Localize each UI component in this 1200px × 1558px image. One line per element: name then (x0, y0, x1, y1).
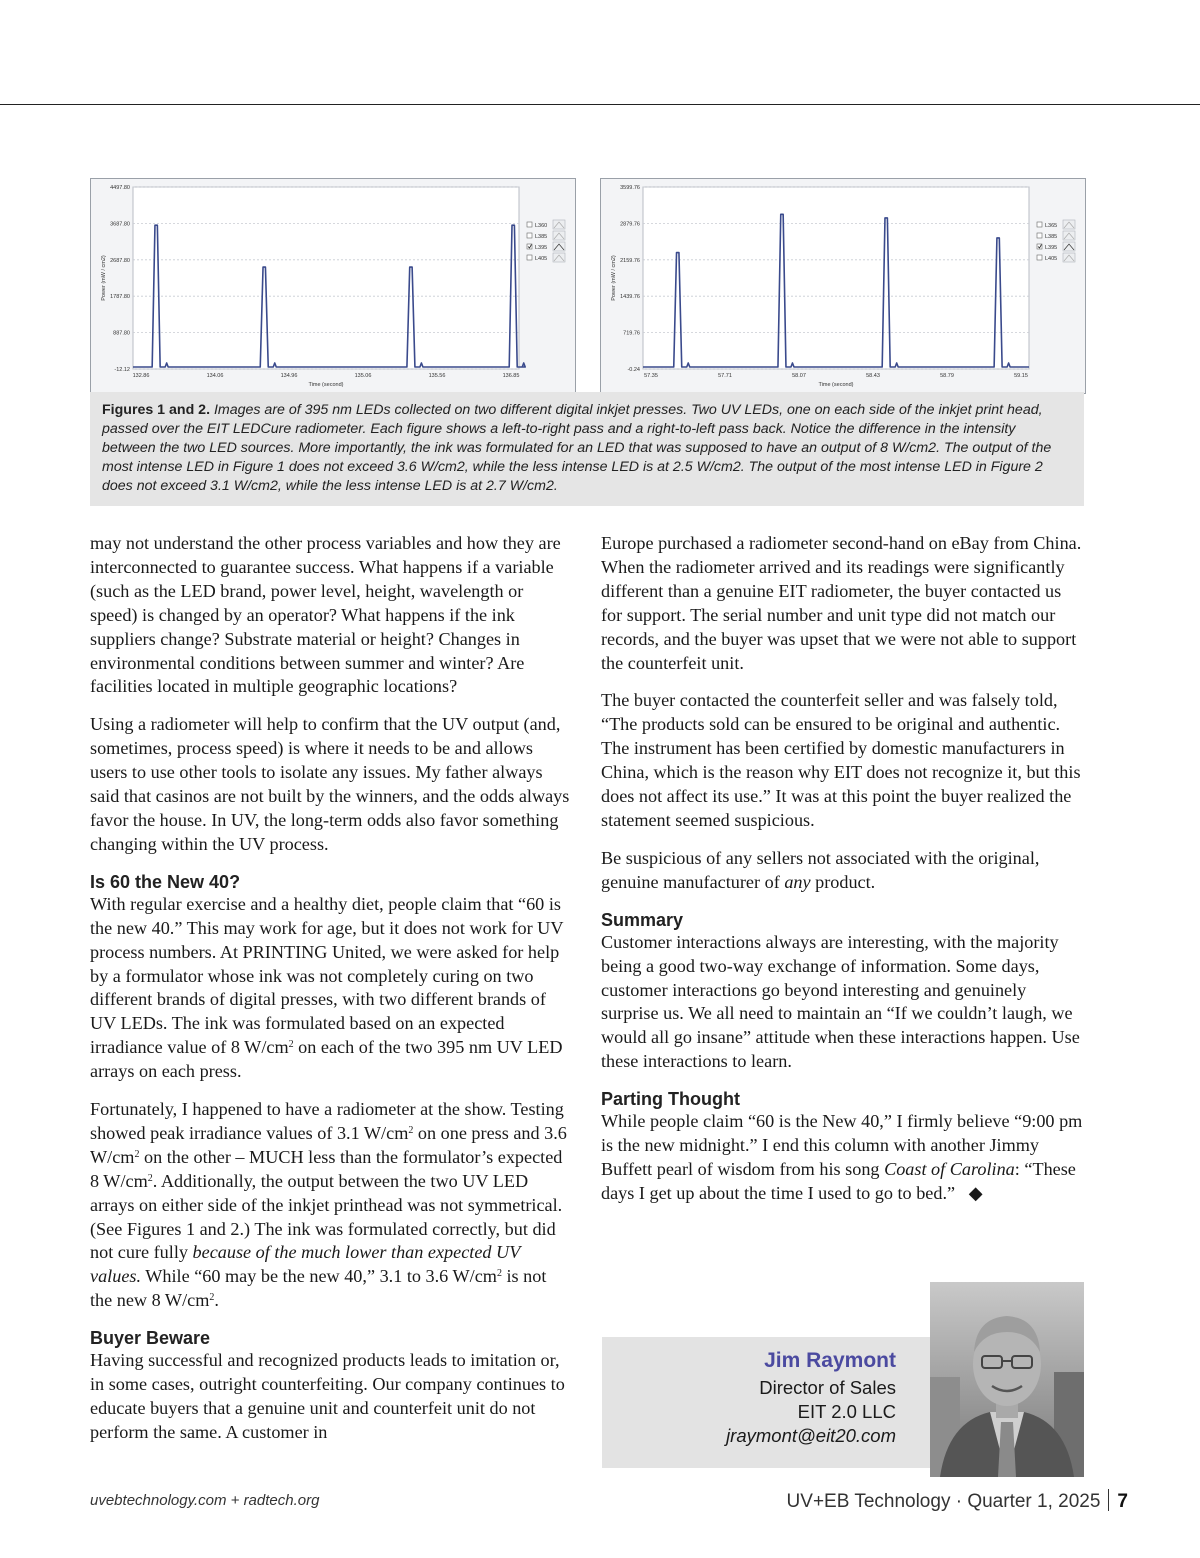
x-tick-label: 58.07 (792, 373, 806, 379)
legend-label: L395 (1045, 245, 1058, 251)
legend-label: L395 (535, 245, 548, 251)
x-tick-label: 57.71 (718, 373, 732, 379)
y-tick-label: 4497.80 (110, 185, 130, 191)
legend-label: L365 (1045, 223, 1058, 229)
left-column (90, 532, 572, 1459)
paragraph: may not understand the other process variables and how they are interconnected to guarantee success. What happens if a variable (such as the LED brand, power level, height, wavelength or speed) is changed by an operator? What happens if the ink suppliers change? Substrate material or height? Changes in environmental conditions between summer and winter? Are facilities located in multiple geographic locations? (90, 533, 561, 697)
end-diamond-icon: ◆ (968, 1182, 983, 1203)
paragraph: Customer interactions always are interesting, with the majority being a good two-way exchange of information. Some days, customer interactions go beyond interesting and genuinely surprise us. We all need to maintain an “If we couldn’t laugh, we would all go insane” attitude when these interactions happen. Use these interactions to learn. (601, 931, 1080, 1072)
section-heading: Buyer Beware (90, 1328, 211, 1349)
top-rule (0, 104, 1200, 105)
paragraph: Europe purchased a radiometer second-hand on eBay from China. When the radiometer arrived and its readings were significantly different than a genuine EIT radiometer, the buyer contacted us for support. The serial number and unit type did not match our records, and the buyer was upset that we were not able to support the counterfeit unit. (601, 533, 1082, 673)
y-tick-label: -0.24 (627, 367, 640, 373)
x-tick-label: 134.06 (206, 373, 224, 379)
legend-checkbox (1037, 255, 1042, 260)
legend-swatch (1063, 253, 1075, 262)
legend-label: L385 (1045, 234, 1058, 240)
y-tick-label: -12.12 (114, 367, 130, 373)
plot-area (133, 187, 519, 369)
caption-label: Figures 1 and 2. (102, 402, 211, 418)
section-heading: Parting Thought (601, 1089, 740, 1110)
author-email: jraymont@eit20.com (726, 1425, 896, 1446)
paragraph: Using a radiometer will help to confirm that the UV output (and, sometimes, process speed) is where it needs to be and allows users to use other tools to isolate any issues. My father always said that casinos are not built by the winners, and the odds always favor the house. In UV, the long-term odds also favor something changing within the UV process. (90, 714, 570, 854)
section-heading: Is 60 the New 40? (90, 871, 241, 892)
y-tick-label: 887.80 (113, 330, 130, 337)
y-tick-label: 1439.76 (620, 294, 640, 301)
legend-swatch (553, 242, 565, 251)
legend-swatch (1063, 231, 1075, 240)
y-tick-label: 3599.76 (620, 185, 640, 191)
x-tick-label: 58.79 (940, 373, 954, 379)
legend-checkbox (527, 255, 532, 260)
legend-label: L405 (1045, 256, 1058, 262)
legend-swatch (553, 231, 565, 240)
paragraph: Fortunately, I happened to have a radiometer at the show. Testing showed peak irradiance values of 3.1 $W/cm^2$ on one press and 3.6 $W/cm^2$ on the other – MUCH less than the formulator’s expected 8 $W/cm^2$. Additionally, the output between the two UV LED arrays on either side of the inkjet printhead was not symmetrical. (See Figures 1 and 2.) The ink was formulated correctly, but did not cure fully because of the much lower than expected UV values. While “60 may be the new 40,” 3.1 to 3.6 $W/cm^2$ is not the new 8 $W/cm^2$. (90, 1099, 567, 1311)
paragraph: Having successful and recognized products leads to imitation or, in some cases, outright counterfeiting. Our company continues to educate buyers that a genuine unit and counterfeit unit do not perform the same. A customer in (90, 1350, 565, 1442)
x-tick-label: 59.15 (1014, 373, 1028, 379)
figure-1-chart (90, 178, 576, 394)
author-photo (930, 1282, 1084, 1477)
right-column (601, 532, 1083, 1220)
figure-caption (90, 392, 1084, 506)
legend-swatch (1063, 242, 1075, 251)
legend-label: L405 (535, 256, 548, 262)
legend-label: L385 (535, 234, 548, 240)
y-tick-label: 2687.80 (110, 257, 130, 264)
x-tick-label: 135.06 (354, 373, 372, 379)
y-tick-label: 1787.80 (110, 294, 130, 301)
y-tick-label: 2159.76 (620, 257, 640, 264)
y-axis-label: Power (mW / cm2) (611, 255, 617, 301)
x-tick-label: 134.96 (280, 373, 298, 379)
author-bio (602, 1337, 930, 1468)
caption-text: Images are of 395 nm LEDs collected on two different digital inkjet presses. Two UV LEDs, one on each side of the inkjet print head, passed over the EIT LEDCure radiometer. Each figure shows a left-to-right pass and a right-to-left pass back. Notice the difference in the intensity between the two LED sources. More importantly, the ink was formulated for an LED that was supposed to have an output of 8 W/cm2. The output of the most intense LED in Figure 1 does not exceed 3.6 W/cm2, while the less intense LED is at 2.5 W/cm2. The output of the most intense LED in Figure 2 does not exceed 3.1 W/cm2, while the less intense LED is at 2.7 W/cm2. (102, 402, 1052, 494)
legend-checkbox (527, 233, 532, 238)
paragraph: While people claim “60 is the New 40,” I firmly believe “9:00 pm is the new midnight.” I end this column with another Jimmy Buffett pearl of wisdom from his song Coast of Carolina: “These days I get up about the time I used to go to bed.” ◆ (601, 1111, 1083, 1203)
legend-swatch (1063, 220, 1075, 229)
author-title: Director of Sales (759, 1377, 896, 1398)
author-name: Jim Raymont (764, 1349, 896, 1372)
x-tick-label: 58.43 (866, 373, 880, 379)
paragraph: With regular exercise and a healthy diet, people claim that “60 is the new 40.” This may work for age, but it does not work for UV process numbers. At PRINTING United, we were asked for help by a formulator whose ink was not completely curing on two different brands of digital presses, with two different brands of UV LEDs. The ink was formulated based on an expected irradiance value of 8 $W/cm^2$ on each of the two 395 nm UV LED arrays on each press. (90, 893, 564, 1082)
x-axis-label: Time (second) (308, 382, 344, 388)
footer-publication: UV+EB Technology · Quarter 1, 2025 7 (786, 1491, 1128, 1512)
x-axis-label: Time (second) (818, 382, 854, 388)
y-tick-label: 2879.76 (620, 221, 640, 228)
x-tick-label: 132.86 (132, 373, 150, 379)
legend-swatch (553, 253, 565, 262)
legend-checkbox (1037, 222, 1042, 227)
x-tick-label: 57.35 (644, 373, 658, 379)
legend-checkbox (527, 222, 532, 227)
y-axis-label: Power (mW / cm2) (101, 255, 107, 301)
x-tick-label: 136.85 (502, 373, 520, 379)
figure-1-svg (91, 179, 575, 393)
plot-area (643, 187, 1029, 369)
x-tick-label: 135.56 (428, 373, 446, 379)
y-tick-label: 719.76 (623, 330, 640, 337)
legend-label: L360 (535, 223, 548, 229)
y-tick-label: 3687.80 (110, 221, 130, 228)
figure-2-chart (600, 178, 1086, 394)
paragraph: Be suspicious of any sellers not associated with the original, genuine manufacturer of any product. (601, 847, 1040, 892)
author-company: EIT 2.0 LLC (797, 1401, 896, 1422)
section-heading: Summary (601, 909, 684, 930)
paragraph: The buyer contacted the counterfeit seller and was falsely told, “The products sold can be ensured to be original and authentic. The instrument has been certified by domestic manufacturers in China, which is the reason why EIT does not recognize it, but this does not affect its use.” It was at this point the buyer realized the statement seemed suspicious. (601, 690, 1081, 830)
page-number: 7 (1117, 1491, 1128, 1512)
footer-sites: uvebtechnology.com + radtech.org (90, 1492, 320, 1509)
legend-checkbox (1037, 233, 1042, 238)
legend-swatch (553, 220, 565, 229)
figure-2-svg (601, 179, 1085, 393)
